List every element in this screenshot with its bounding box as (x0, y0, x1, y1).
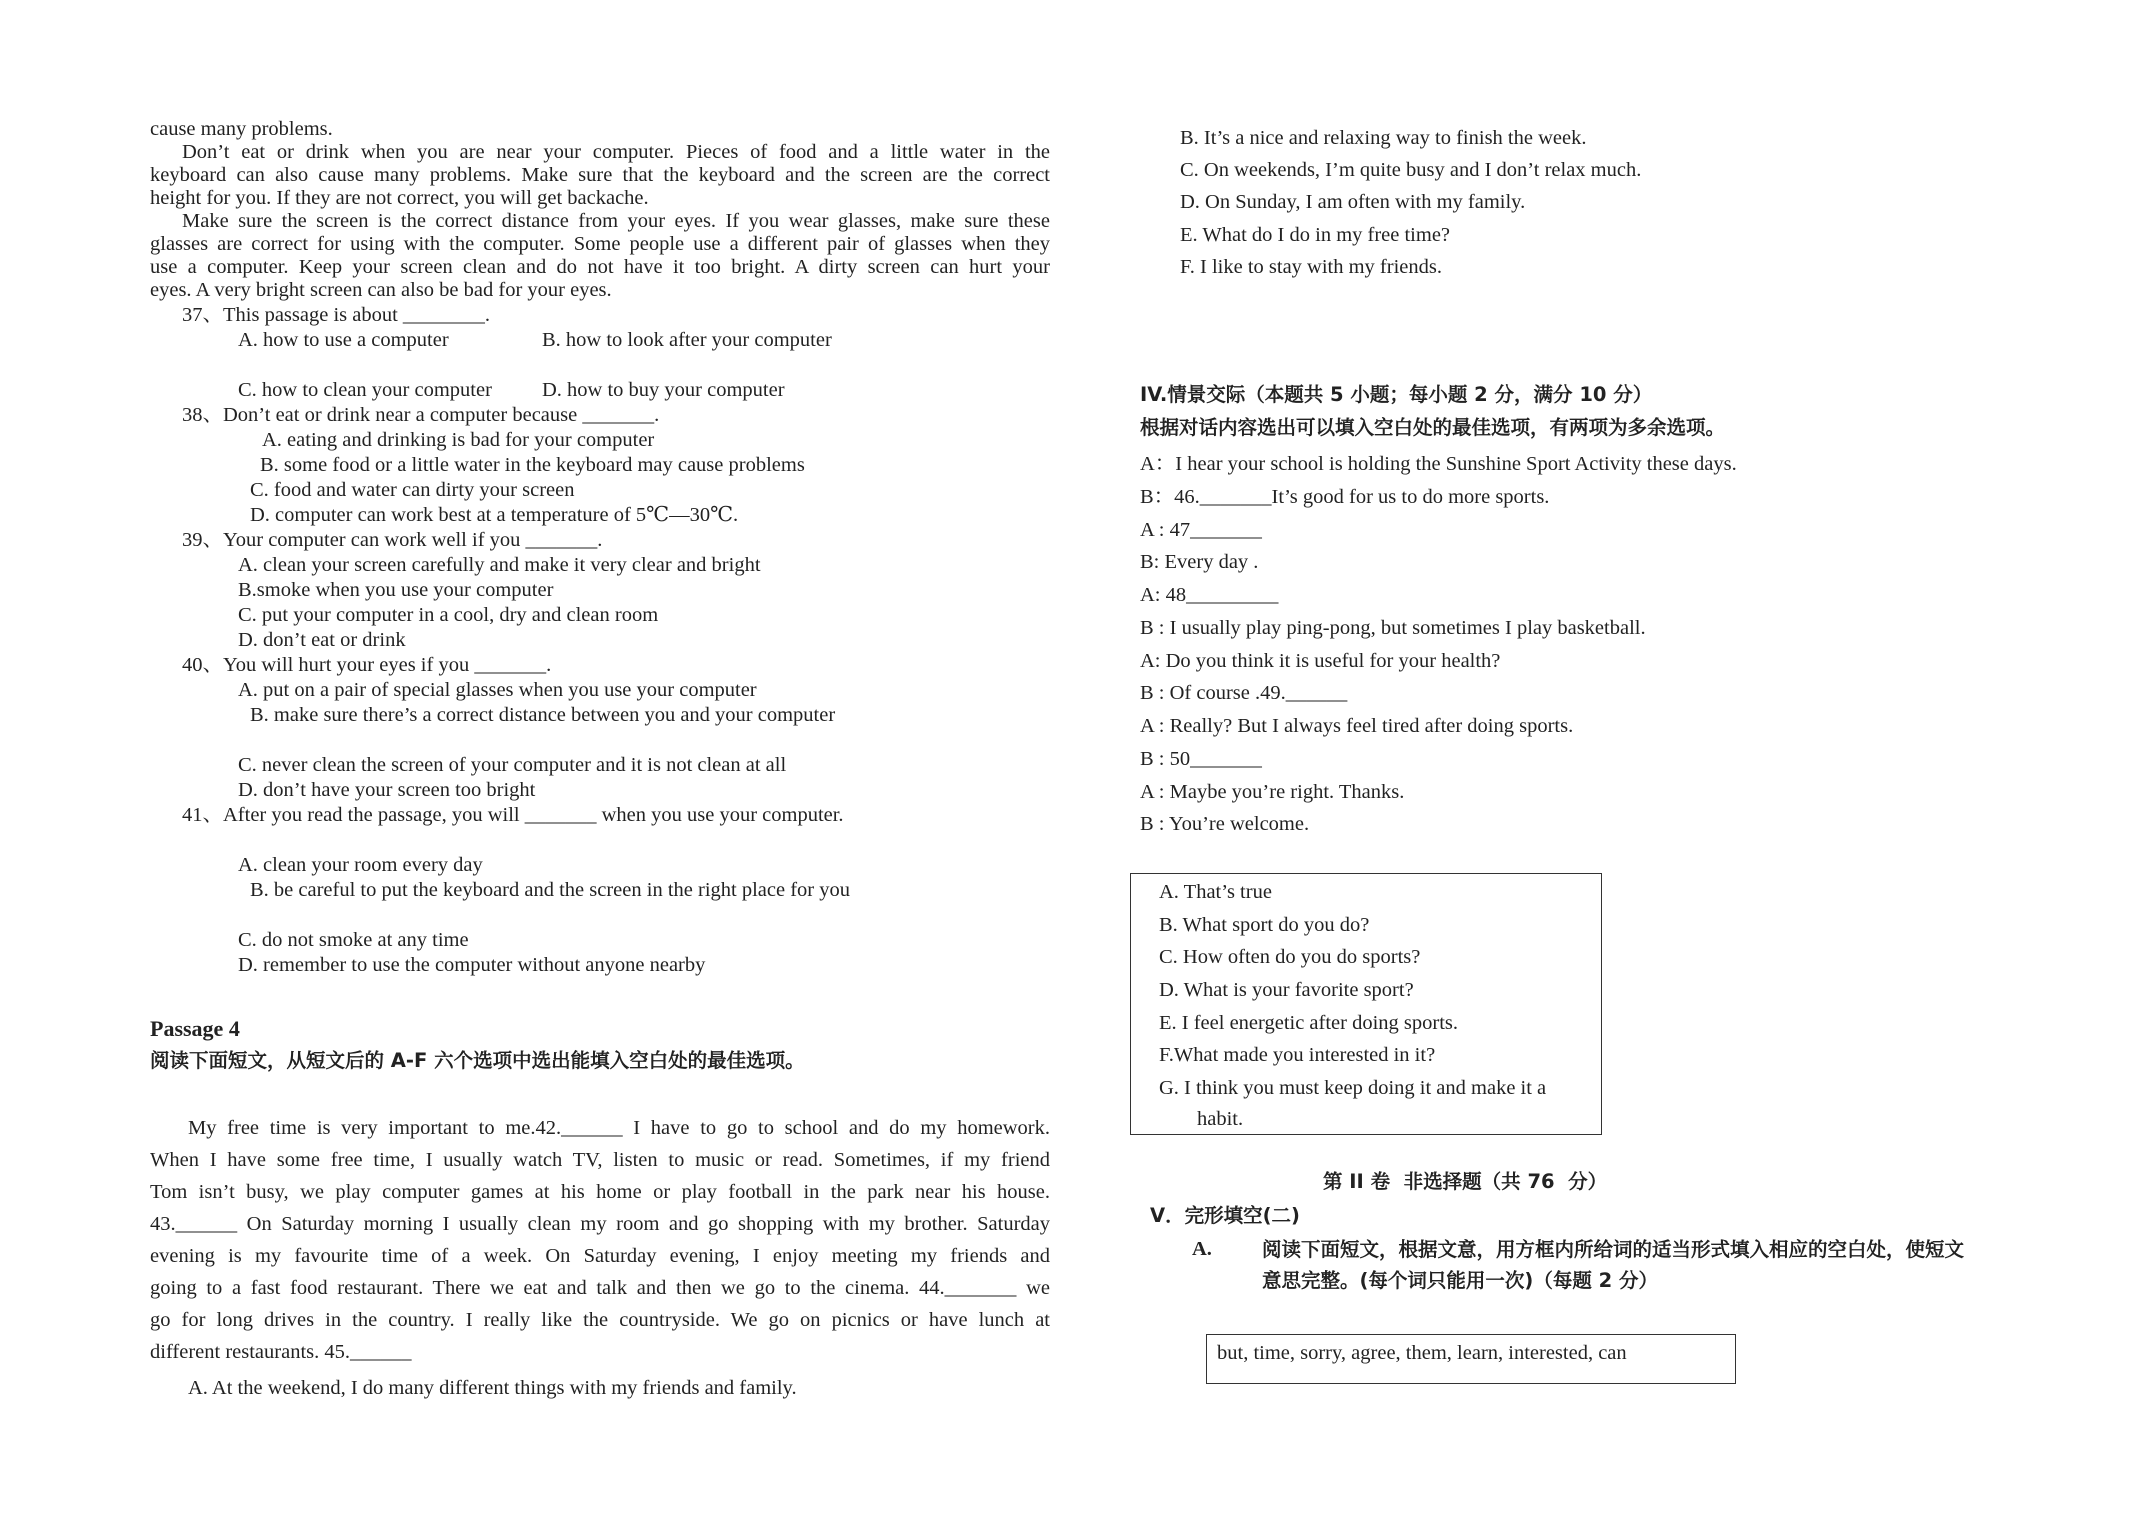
question-37-option-c: C. how to clean your computer (238, 379, 492, 401)
passage4-line: go for long drives in the country. I really like the countryside. We go on picnics or have lunch at (150, 1309, 1050, 1331)
part2-title: 第 II 卷 非选择题（共 76 分） (1323, 1170, 1608, 1193)
question-37-option-b: B. how to look after your computer (542, 329, 832, 351)
passage4-option-c: C. On weekends, I’m quite busy and I don’t relax much. (1180, 159, 1642, 181)
dialogue-line: A : Really? But I always feel tired after doing sports. (1140, 715, 1574, 737)
question-38-option-b: B. some food or a little water in the keyboard may cause problems (260, 454, 805, 476)
passage3-line: cause many problems. (150, 118, 333, 140)
dialogue-option-g-cont: habit. (1197, 1108, 1244, 1130)
question-37-stem: 37、This passage is about ________. (182, 304, 491, 326)
passage4-line: different restaurants. 45.______ (150, 1341, 412, 1363)
passage4-option-f: F. I like to stay with my friends. (1180, 256, 1442, 278)
dialogue-line: B : I usually play ping-pong, but sometimes I play basketball. (1140, 617, 1646, 639)
question-38-stem: 38、Don’t eat or drink near a computer because _______. (182, 404, 660, 426)
passage4-instruction: 阅读下面短文，从短文后的 A-F 六个选项中选出能填入空白处的最佳选项。 (150, 1049, 805, 1072)
dialogue-line: A: 48_________ (1140, 584, 1279, 606)
question-39-option-b: B.smoke when you use your computer (238, 579, 554, 601)
dialogue-options-box (1130, 873, 1602, 1135)
dialogue-line: A : 47_______ (1140, 519, 1262, 541)
question-41-option-d: D. remember to use the computer without anyone nearby (238, 954, 706, 976)
dialogue-line: A : Maybe you’re right. Thanks. (1140, 781, 1405, 803)
passage4-line: going to a fast food restaurant. There we eat and talk and then we go to the cinema. 44._______ we (150, 1277, 1050, 1299)
question-38-option-c: C. food and water can dirty your screen (250, 479, 575, 501)
passage4-line: evening is my favourite time of a week. On Saturday evening, I enjoy meeting my friends and (150, 1245, 1050, 1267)
section5-instruction-1: 阅读下面短文，根据文意，用方框内所给词的适当形式填入相应的空白处，使短文 (1262, 1238, 1965, 1261)
question-40-option-c: C. never clean the screen of your computer and it is not clean at all (238, 754, 787, 776)
dialogue-option-a: A. That’s true (1159, 881, 1272, 903)
question-37-option-a: A. how to use a computer (238, 329, 449, 351)
question-38-option-a: A. eating and drinking is bad for your computer (262, 429, 655, 451)
question-39-option-a: A. clean your screen carefully and make it very clear and bright (238, 554, 761, 576)
section4-instruction: 根据对话内容选出可以填入空白处的最佳选项，有两项为多余选项。 (1140, 416, 1726, 439)
word-box (1206, 1334, 1736, 1384)
question-38-option-d: D. computer can work best at a temperature of 5℃—30℃. (250, 504, 739, 526)
question-37-option-d: D. how to buy your computer (542, 379, 785, 401)
dialogue-option-c: C. How often do you do sports? (1159, 946, 1421, 968)
passage4-option-b: B. It’s a nice and relaxing way to finish the week. (1180, 127, 1587, 149)
passage3-line: height for you. If they are not correct, you will get backache. (150, 187, 649, 209)
passage4-option-d: D. On Sunday, I am often with my family. (1180, 191, 1526, 213)
passage3-line: eyes. A very bright screen can also be bad for your eyes. (150, 279, 612, 301)
question-40-option-d: D. don’t have your screen too bright (238, 779, 536, 801)
passage3-line: Don’t eat or drink when you are near your computer. Pieces of food and a little water in the (182, 141, 1050, 163)
dialogue-option-g: G. I think you must keep doing it and make it a (1159, 1077, 1547, 1099)
question-39-option-d: D. don’t eat or drink (238, 629, 406, 651)
section4-title: IV.情景交际（本题共 5 小题；每小题 2 分，满分 10 分） (1140, 383, 1653, 406)
dialogue-line: B : Of course .49.______ (1140, 682, 1348, 704)
passage4-line: When I have some free time, I usually watch TV, listen to music or read. Sometimes, if my friend (150, 1149, 1050, 1171)
section5-instruction-2: 意思完整。(每个词只能用一次)（每题 2 分） (1262, 1269, 1658, 1292)
passage4-title: Passage 4 (150, 1016, 240, 1041)
dialogue-option-f: F.What made you interested in it? (1159, 1044, 1436, 1066)
passage3-line: glasses are correct for using with the computer. Some people use a different pair of glasses when they (150, 233, 1050, 255)
passage4-option-a: A. At the weekend, I do many different things with my friends and family. (188, 1377, 797, 1399)
question-39-option-c: C. put your computer in a cool, dry and clean room (238, 604, 659, 626)
dialogue-line: A：I hear your school is holding the Sunshine Sport Activity these days. (1140, 453, 1737, 475)
question-39-stem: 39、Your computer can work well if you _______. (182, 529, 603, 551)
question-41-stem: 41、After you read the passage, you will _______ when you use your computer. (182, 804, 844, 826)
passage4-line: Tom isn’t busy, we play computer games at his home or play football in the park near his house. (150, 1181, 1050, 1203)
question-40-option-a: A. put on a pair of special glasses when you use your computer (238, 679, 757, 701)
question-41-option-a: A. clean your room every day (238, 854, 483, 876)
dialogue-line: B : 50_______ (1140, 748, 1262, 770)
dialogue-option-b: B. What sport do you do? (1159, 914, 1370, 936)
section5-title: V．完形填空(二) (1150, 1204, 1300, 1227)
question-40-option-b: B. make sure there’s a correct distance between you and your computer (250, 704, 836, 726)
dialogue-option-d: D. What is your favorite sport? (1159, 979, 1414, 1001)
dialogue-option-e: E. I feel energetic after doing sports. (1159, 1012, 1459, 1034)
dialogue-line: B : You’re welcome. (1140, 813, 1310, 835)
passage3-line: keyboard can also cause many problems. Make sure that the keyboard and the screen are the correct (150, 164, 1050, 186)
passage4-option-e: E. What do I do in my free time? (1180, 224, 1451, 246)
section5-sub-label: A. (1192, 1238, 1212, 1260)
dialogue-line: A: Do you think it is useful for your health? (1140, 650, 1501, 672)
dialogue-line: B：46._______It’s good for us to do more sports. (1140, 486, 1550, 508)
question-40-stem: 40、You will hurt your eyes if you _______. (182, 654, 552, 676)
question-41-option-c: C. do not smoke at any time (238, 929, 469, 951)
passage4-line: My free time is very important to me.42.______ I have to go to school and do my homework. (188, 1117, 1050, 1139)
passage3-line: Make sure the screen is the correct distance from your eyes. If you wear glasses, make sure these (182, 210, 1050, 232)
word-box-text: but, time, sorry, agree, them, learn, interested, can (1217, 1342, 1627, 1364)
passage4-line: 43.______ On Saturday morning I usually clean my room and go shopping with my brother. Saturday (150, 1213, 1050, 1235)
dialogue-line: B: Every day . (1140, 551, 1259, 573)
passage3-line: use a computer. Keep your screen clean and do not have it too bright. A dirty screen can hurt your (150, 256, 1050, 278)
question-41-option-b: B. be careful to put the keyboard and the screen in the right place for you (250, 879, 850, 901)
